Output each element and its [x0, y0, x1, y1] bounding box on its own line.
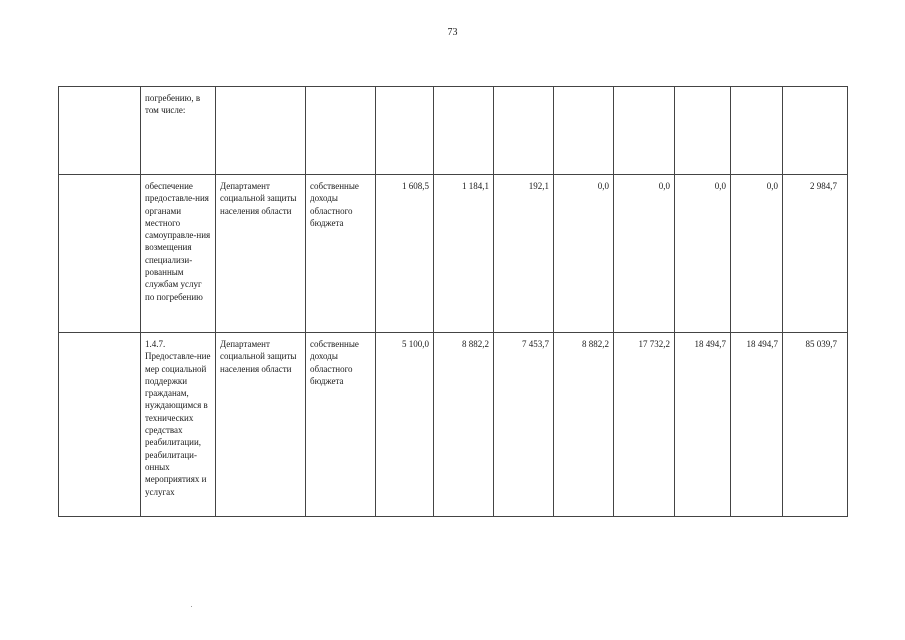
table-row: [59, 333, 848, 517]
value-cell: 5 100,0: [376, 333, 434, 517]
executor-cell: Департамент социальной защиты населения области: [216, 333, 306, 517]
value-cell: [731, 87, 783, 175]
source-cell: [306, 87, 376, 175]
value-cell: 18 494,7: [675, 333, 731, 517]
total-cell: [783, 87, 848, 175]
total-cell: 2 984,7: [783, 175, 848, 333]
source-cell: собственные доходы областного бюджета: [306, 175, 376, 333]
value-cell: 7 453,7: [494, 333, 554, 517]
value-cell: 8 882,2: [434, 333, 494, 517]
table-row: [59, 87, 848, 175]
budget-table: [58, 86, 848, 517]
source-cell: собственные доходы областного бюджета: [306, 333, 376, 517]
number-cell: [59, 87, 141, 175]
name-cell: обеспечение предоставле-ния органами местного самоуправле-ния возмещения специализи-рованным службам услуг по погребению: [141, 175, 216, 333]
number-cell: [59, 175, 141, 333]
value-cell: 18 494,7: [731, 333, 783, 517]
name-cell: 1.4.7. Предоставле-ние мер социальной поддержки гражданам, нуждающимся в технических средствах реабилитации, реабилитаци-онных мероприятиях и услугах: [141, 333, 216, 517]
value-cell: 0,0: [554, 175, 614, 333]
value-cell: [675, 87, 731, 175]
value-cell: [554, 87, 614, 175]
value-cell: 17 732,2: [614, 333, 675, 517]
value-cell: [494, 87, 554, 175]
value-cell: 8 882,2: [554, 333, 614, 517]
executor-cell: [216, 87, 306, 175]
executor-cell: Департамент социальной защиты населения области: [216, 175, 306, 333]
total-cell: 85 039,7: [783, 333, 848, 517]
value-cell: [376, 87, 434, 175]
value-cell: 0,0: [675, 175, 731, 333]
value-cell: [434, 87, 494, 175]
value-cell: [614, 87, 675, 175]
page-number: 73: [447, 27, 458, 38]
value-cell: 0,0: [614, 175, 675, 333]
value-cell: 192,1: [494, 175, 554, 333]
table-row: [59, 175, 848, 333]
name-cell: погребению, в том числе:: [141, 87, 216, 175]
number-cell: [59, 333, 141, 517]
value-cell: 0,0: [731, 175, 783, 333]
value-cell: 1 608,5: [376, 175, 434, 333]
value-cell: 1 184,1: [434, 175, 494, 333]
scan-speck: [191, 606, 192, 607]
